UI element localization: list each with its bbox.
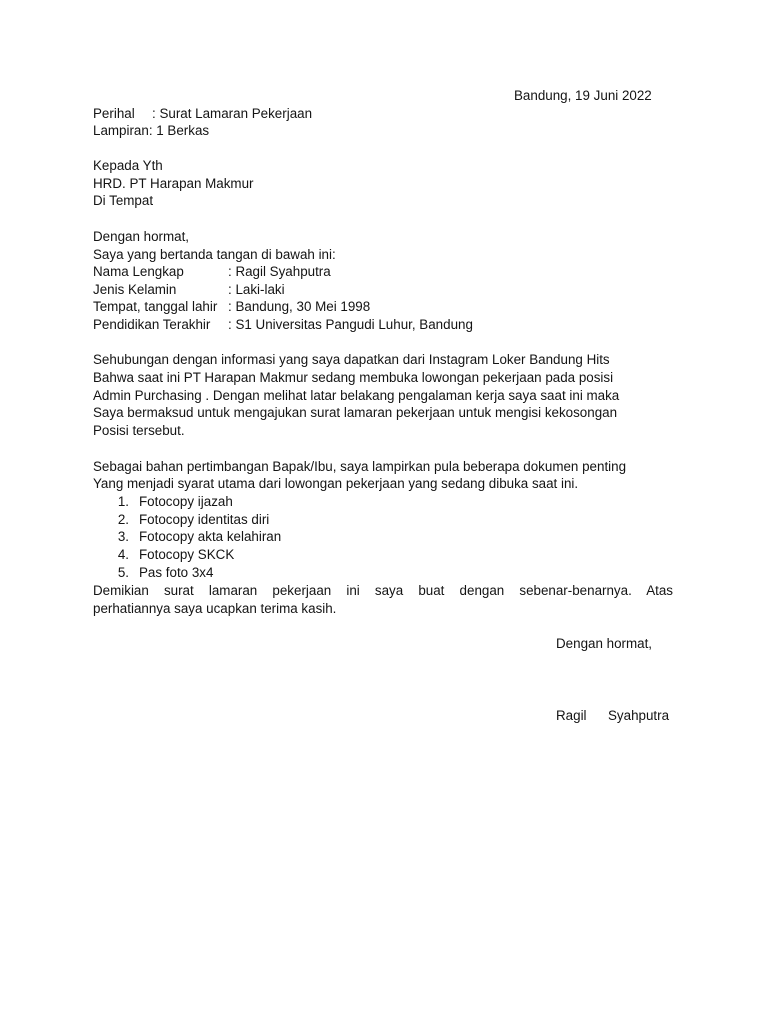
intro: Saya yang bertanda tangan di bawah ini:	[93, 247, 336, 262]
paragraph1-line: Admin Purchasing . Dengan melihat latar belakang pengalaman kerja saya saat ini maka	[93, 388, 620, 403]
perihal-value: : Surat Lamaran Pekerjaan	[152, 106, 313, 121]
identity-value: : Bandung, 30 Mei 1998	[228, 299, 371, 314]
identity-label: Jenis Kelamin	[93, 282, 177, 297]
paragraph2-line: Yang menjadi syarat utama dari lowongan pekerjaan yang sedang dibuka saat ini.	[93, 476, 579, 491]
attachment-number: 3.	[117, 529, 129, 544]
letter-date: Bandung, 19 Juni 2022	[514, 88, 652, 103]
identity-label: Tempat, tanggal lahir	[93, 299, 218, 314]
identity-label: Pendidikan Terakhir	[93, 317, 211, 332]
closing-paragraph-line-2: perhatiannya saya ucapkan terima kasih.	[93, 601, 337, 616]
recipient-line-2: HRD. PT Harapan Makmur	[93, 176, 254, 191]
identity-value: : Ragil Syahputra	[228, 264, 331, 279]
signature-last-name: Syahputra	[608, 708, 670, 723]
attachment-item: Fotocopy akta kelahiran	[139, 529, 282, 544]
attachment-number: 1.	[117, 494, 129, 509]
paragraph1-line: Posisi tersebut.	[93, 423, 185, 438]
identity-value: : S1 Universitas Pangudi Luhur, Bandung	[228, 317, 473, 332]
paragraph1-line: Saya bermaksud untuk mengajukan surat lamaran pekerjaan untuk mengisi kekosongan	[93, 405, 618, 420]
identity-label: Nama Lengkap	[93, 264, 184, 279]
paragraph1-line: Bahwa saat ini PT Harapan Makmur sedang membuka lowongan pekerjaan pada posisi	[93, 370, 614, 385]
perihal-label: Perihal	[93, 106, 135, 121]
attachment-item: Pas foto 3x4	[139, 565, 214, 580]
lampiran: Lampiran: 1 Berkas	[93, 123, 210, 138]
paragraph2-line: Sebagai bahan pertimbangan Bapak/Ibu, saya lampirkan pula beberapa dokumen penting	[93, 459, 627, 474]
recipient-line-3: Di Tempat	[93, 193, 154, 208]
attachment-number: 4.	[117, 547, 129, 562]
attachment-item: Fotocopy SKCK	[139, 547, 235, 562]
closing-paragraph-line-1: Demikian surat lamaran pekerjaan ini saya buat dengan sebenar-benarnya. Atas	[93, 583, 673, 598]
attachment-item: Fotocopy identitas diri	[139, 512, 270, 527]
identity-value: : Laki-laki	[228, 282, 285, 297]
signature-first-name: Ragil	[556, 708, 587, 723]
attachment-number: 2.	[117, 512, 129, 527]
greeting: Dengan hormat,	[93, 229, 190, 244]
recipient-line-1: Kepada Yth	[93, 158, 163, 173]
attachment-item: Fotocopy ijazah	[139, 494, 233, 509]
attachment-number: 5.	[117, 565, 129, 580]
paragraph1-line: Sehubungan dengan informasi yang saya dapatkan dari Instagram Loker Bandung Hits	[93, 352, 610, 367]
closing-salutation: Dengan hormat,	[556, 636, 653, 651]
